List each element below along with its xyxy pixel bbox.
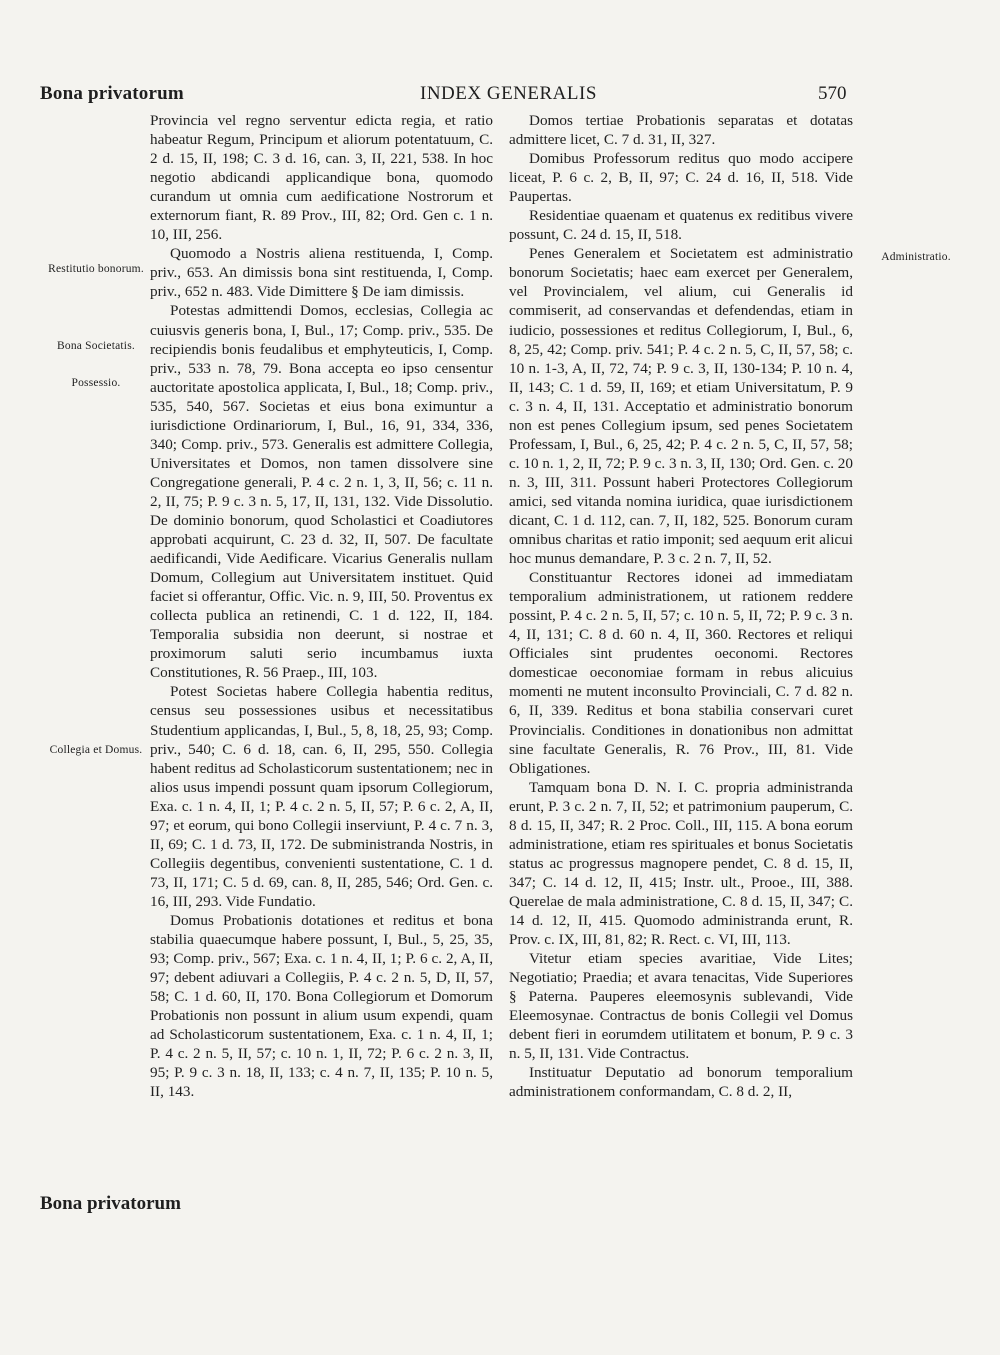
- paragraph: Domos tertiae Probationis separatas et dotatas admittere licet, C. 7 d. 31, II, 327.: [509, 112, 853, 149]
- paragraph: Potest Societas habere Collegia habentia reditus, census seu possessiones usibus et necessitatibus Studentium applicandas, I, Bul., 5, 8, 18, 25, 93; Comp. priv., 540; C. 6 d. 18, can. 6, II, 295, 550. Collegia habent reditus ad Scholasticorum sustentationem; nec in alios usus impendi possunt quam ipsorum Collegiorum, Exa. c. 1 n. 4, II, 1; P. 4 c. 2 n. 5, II, 57; P. 6 c. 2, A, II, 97; et eorum, qui bono Collegii inserviunt, P. 4 c. 7 n. 3, II, 69; C. 1 d. 73, II, 172. De subministranda Nostris, in Collegiis degentibus, convenienti sustentatione, C. 1 d. 73, II, 171; C. 5 d. 69, can. 8, II, 285, 546; Ord. Gen. c. 16, III, 293. Vide Fundatio.: [150, 683, 493, 910]
- margin-note-administratio: Administratio.: [881, 251, 951, 263]
- paragraph: Residentiae quaenam et quatenus ex reditibus vivere possunt, C. 24 d. 15, II, 518.: [509, 207, 853, 244]
- margin-note-bona-societatis: Bona Societatis.: [57, 340, 135, 352]
- paragraph: Penes Generalem et Societatem est administratio bonorum Societatis; haec eam exercet per Generalem, vel Provincialem, vel alium, cui Generalis id commiserit, ad conservandas et defendendas, etiam in iudicio, possessiones et reditus Collegiorum, I, Bul., 6, 8, 25, 42; Comp. priv. 541; P. 4 c. 2 n. 5, C, II, 57, 58; c. 10 n. 1-3, A, II, 72, 74; P. 9 c. 3, II, 130-134; P. 10 n. 4, II, 143; C. 1 d. 59, II, 169; et etiam Universitatum, P. 9 c. 3 n. 4, II, 131. Acceptatio et administratio bonorum non est penes Collegium ipsum, sed penes Societatem Professam, I, Bul., 6, 25, 42; P. 4 c. 2 n. 5, C, II, 57, 58; c. 10 n. 1, 2, II, 72; P. 9 c. 3 n. 3, II, 130; Ord. Gen. c. 20 n. 3, III, 311. Possunt haberi Protectores Collegiorum amici, sed vitanda nomina iuridica, quae iurisdictionem dicant, C. 1 d. 112, can. 7, II, 182, 525. Bonorum curam omnibus charitas et ratio imponit; sed aequum erit alicui hoc munus demandare, P. 3 c. 2 n. 7, II, 52.: [509, 245, 853, 568]
- text-column-left: [150, 111, 493, 1101]
- margin-note-possessio: Possessio.: [71, 377, 121, 389]
- margin-note-restitutio: Restitutio bonorum.: [48, 263, 144, 275]
- paragraph: Tamquam bona D. N. I. C. propria administranda erunt, P. 3 c. 2 n. 7, II, 52; et patrimonium pauperum, C. 8 d. 15, II, 347; R. 2 Proc. Coll., III, 115. A bona eorum administratione, etiam res spirituales et bonus Societatis status ac progressus magnopere pendet, C. 8 d. 15, II, 347; C. 14 d. 12, II, 415; Instr. ult., Prooe., III, 388. Querelae de mala administratione, C. 8 d. 15, II, 347; C. 14 d. 12, II, 415. Quomodo administranda erunt, R. Prov. c. IX, III, 81, 82; R. Rect. c. VI, III, 113.: [509, 778, 853, 949]
- paragraph: Constituantur Rectores idonei ad immediatam temporalium administrationem, ut rationem reddere possint, P. 4 c. 2 n. 5, II, 57; c. 10 n. 5, II, 72; P. 9 c. 3 n. 4, II, 131; C. 8 d. 60 n. 4, II, 360. Rectores et reliqui Officiales sint prudentes oeconomi. Rectores domesticae oeconomiae formam in rebus alicuius momenti ne mutent inconsulto Provinciali, C. 7 d. 82 n. 6, II, 339. Reditus et bona stabilia conservari curet Provincialis. Conditiones in donationibus non admittat sine facultate Generalis, R. 76 Prov., III, 81. Vide Obligationes.: [509, 569, 853, 777]
- footer-catchword: Bona privatorum: [40, 1193, 181, 1214]
- paragraph: Vitetur etiam species avaritiae, Vide Lites; Negotiatio; Praedia; et avara tenacitas, Vide Superiores § Paterna. Pauperes eleemosynis sublevandi, Vide Eleemosynae. Contractus de bonis Collegii vel Domus debent fieri in eorumdem utilitatem et bonum, P. 9 c. 3 n. 5, II, 131. Vide Contractus.: [509, 950, 853, 1063]
- paragraph: Potestas admittendi Domos, ecclesias, Collegia ac cuiusvis generis bona, I, Bul., 17; Comp. priv., 535. De recipiendis bonis feudalibus et emphyteuticis, I, Comp. priv., 533 n. 78, 79. Bona accepta eo ipso censentur auctoritate apostolica applicata, I, Bul., 18; Comp. priv., 535, 540, 567. Societas et eius bona eximuntur a iurisdictione Ordinariorum, I, Bul., 16, 91, 334, 336, 340; Comp. priv., 573. Generalis est admittere Collegia, Universitates et Domos, non tamen dissolvere sine Congregatione generali, P. 4 c. 2 n. 1, 3, II, 56; c. 11 n. 2, II, 75; P. 9 c. 3 n. 5, 17, II, 131, 132. Vide Dissolutio. De dominio bonorum, quod Scholastici et Coadiutores approbati acquirunt, C. 23 d. 32, II, 507. De facultate aedificandi, Vide Aedificare. Vicarius Generalis nullam Domum, Collegium aut Universitatem instituet. Quid faciet si offerantur, Offic. Vic. n. 9, III, 50. Proventus ex collecta publica an retinendi, C. 1 d. 122, II, 184. Temporalia subsidia non deerunt, si nostrae et proximorum saluti serio incumbamus iuxta Constitutiones, R. 56 Praep., III, 103.: [150, 302, 493, 682]
- paragraph: Instituatur Deputatio ad bonorum temporalium administrationem conformandam, C. 8 d. 2, II,: [509, 1064, 853, 1101]
- running-head-left: Bona privatorum: [40, 83, 184, 104]
- page-number: 570: [818, 83, 847, 104]
- paragraph: Quomodo a Nostris aliena restituenda, I, Comp. priv., 653. An dimissis bona sint restituenda, I, Comp. priv., 652 n. 483. Vide Dimittere § De iam dimissis.: [150, 245, 493, 301]
- paragraph: Provincia vel regno serventur edicta regia, et ratio habeatur Regum, Principum et aliorum potentatuum, C. 2 d. 15, II, 198; C. 3 d. 16, can. 3, II, 221, 538. In hoc negotio abdicandi applicandique bona, quomodo curandum ut omnia cum aedificatione Nostrorum et externorum fiant, R. 89 Prov., III, 82; Ord. Gen c. 1 n. 10, III, 256.: [150, 112, 493, 244]
- paragraph: Domibus Professorum reditus quo modo accipere liceat, P. 6 c. 2, B, II, 97; C. 24 d. 16, II, 518. Vide Paupertas.: [509, 150, 853, 206]
- running-head-title: INDEX GENERALIS: [420, 83, 597, 104]
- paragraph: Domus Probationis dotationes et reditus et bona stabilia quaecumque habere possunt, I, Bul., 5, 25, 35, 93; Comp. priv., 567; Exa. c. 1 n. 4, II, 1; P. 6 c. 2, A, II, 97; debent adiuvari a Collegiis, P. 4 c. 2 n. 5, D, II, 57, 58; C. 1 d. 60, II, 170. Bona Collegiorum et Domorum Probationis non possunt in alium usum expendi, quam ad Scholasticorum sustentationem, Exa. c. 1 n. 4, II, 1; P. 4 c. 2 n. 5, II, 57; c. 10 n. 1, II, 72; P. 6 c. 2 n. 3, II, 95; P. 9 c. 3 n. 18, II, 133; c. 4 n. 7, II, 135; P. 10 n. 5, II, 143.: [150, 911, 493, 1101]
- margin-note-collegia: Collegia et Domus.: [49, 744, 143, 756]
- text-column-right: [509, 111, 853, 1101]
